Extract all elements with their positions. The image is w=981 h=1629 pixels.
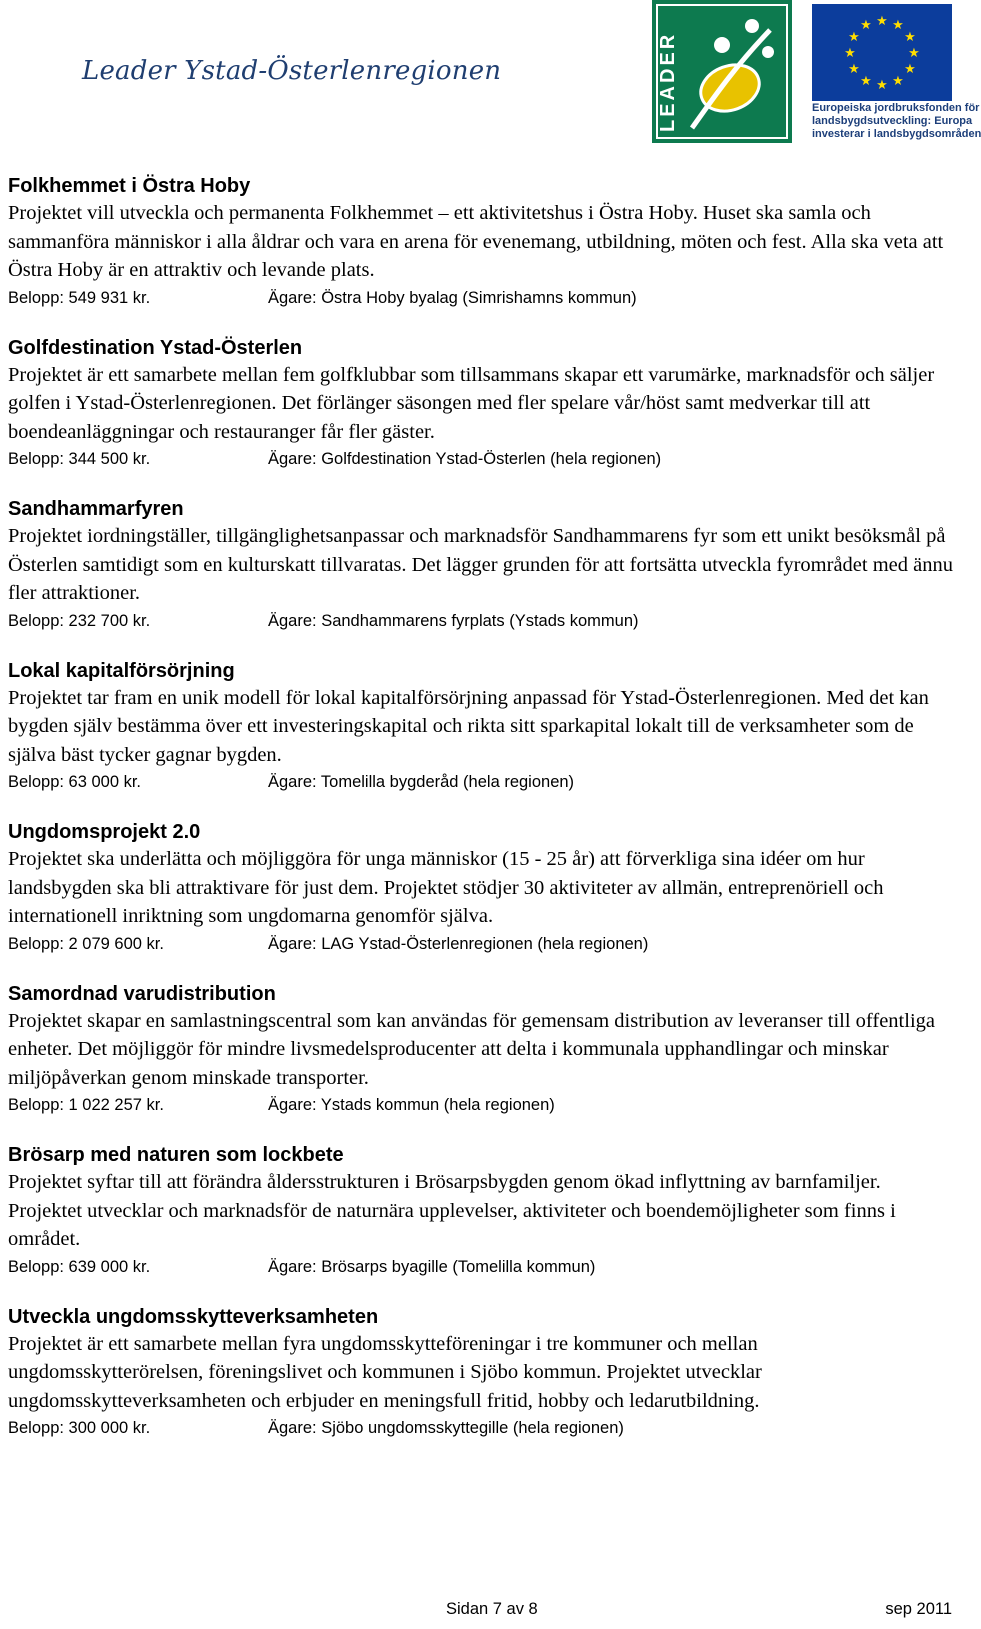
project-meta (8, 285, 954, 311)
project-entry (8, 819, 954, 957)
project-title: Brösarp med naturen som lockbete (8, 1144, 344, 1166)
svg-text:★: ★ (860, 18, 872, 33)
footer-date: sep 2011 (885, 1600, 952, 1618)
eu-caption (812, 102, 981, 141)
svg-text:★: ★ (860, 74, 872, 89)
project-title: Sandhammarfyren (8, 498, 184, 520)
project-meta (8, 1254, 954, 1280)
svg-text:★: ★ (844, 46, 856, 61)
leader-logo-text: LEADER (657, 31, 679, 132)
eu-caption-line: investerar i landsbygdsområden (812, 128, 981, 140)
svg-text:★: ★ (904, 62, 916, 77)
project-entry (8, 1142, 954, 1280)
project-title: Utveckla ungdomsskytteverksamheten (8, 1305, 379, 1328)
project-description: Projektet skapar en samlastningscentral som kan användas för gemensam distribution av leveranser till offentliga enheter. Det möjliggör för mindre livsmedelsproducenter att delta i kommunala upphandlingar och minskar miljöpåverkan genom minskade transporter. (8, 1009, 935, 1089)
svg-text:★: ★ (876, 14, 888, 29)
project-title: Ungdomsprojekt 2.0 (8, 821, 201, 843)
project-amount: Belopp: 549 931 kr. (8, 288, 151, 307)
project-title: Samordnad varudistribution (8, 982, 276, 1005)
project-meta (8, 769, 954, 795)
project-owner: Ägare: Sjöbo ungdomsskyttegille (hela regionen) (268, 1419, 624, 1437)
svg-text:★: ★ (892, 74, 904, 89)
project-amount: Belopp: 300 000 kr. (8, 1419, 151, 1437)
project-description: Projektet syftar till att förändra åldersstrukturen i Brösarpsbygden genom ökad inflyttning av barnfamiljer. Projektet utvecklar och marknadsför de naturnära upplevelser, aktiviteter och boendemöjligheter som finns i området. (8, 1171, 896, 1250)
project-title: Golfdestination Ystad-Österlen (8, 336, 303, 359)
project-description: Projektet iordningställer, tillgänglighetsanpassar och marknadsför Sandhammarens fyr som ett unikt besöksmål på Österlen samtidigt som en kulturskatt tillvaratas. Det lägger grunden för att fortsätta utveckla fyrområdet med ännu fler attraktioner. (8, 525, 953, 604)
project-owner: Ägare: Sandhammarens fyrplats (Ystads kommun) (268, 611, 639, 630)
project-amount: Belopp: 639 000 kr. (8, 1257, 151, 1276)
svg-text:★: ★ (892, 18, 904, 33)
project-entry (8, 496, 954, 634)
svg-text:★: ★ (908, 46, 920, 61)
project-title: Lokal kapitalförsörjning (8, 659, 235, 682)
svg-text:★: ★ (876, 78, 888, 93)
project-entry (8, 173, 954, 311)
project-entry (8, 981, 954, 1119)
project-entry (8, 335, 954, 473)
svg-text:★: ★ (904, 30, 916, 45)
project-owner: Ägare: Tomelilla bygderåd (hela regionen) (268, 773, 575, 791)
project-meta (8, 1415, 954, 1441)
project-description: Projektet ska underlätta och möjliggöra för unga människor (15 - 25 år) att förverkliga sina idéer om hur landsbygden ska bli attraktivare för just dem. Projektet stödjer 30 aktiviteter av allmän, entreprenöriell och internationell inriktning som ungdomarna genomför själva. (8, 848, 884, 927)
header-title: Leader Ystad-Österlenregionen (82, 56, 502, 86)
project-title: Folkhemmet i Östra Hoby (8, 175, 251, 197)
project-description: Projektet är ett samarbete mellan fyra ungdomsskytteföreningar i tre kommuner och mellan ungdomsskytterörelsen, föreningslivet och kommunen i Sjöbo kommun. Projektet utvecklar ungdomsskytteverksamheten och erbjuder en meningsfull fritid, hobby och ledarutbildning. (8, 1332, 762, 1412)
page-number: Sidan 7 av 8 (446, 1600, 538, 1618)
eu-caption-line: Europeiska jordbruksfonden för (812, 102, 980, 114)
svg-text:★: ★ (848, 30, 860, 45)
project-entry (8, 658, 954, 796)
project-amount: Belopp: 232 700 kr. (8, 611, 151, 630)
eu-caption-line: landsbygdsutveckling: Europa (812, 115, 973, 127)
project-amount: Belopp: 63 000 kr. (8, 773, 142, 791)
project-entry (8, 1304, 954, 1442)
leader-logo (652, 0, 792, 143)
project-owner: Ägare: Brösarps byagille (Tomelilla kommun) (268, 1257, 596, 1276)
project-amount: Belopp: 344 500 kr. (8, 450, 151, 468)
project-amount: Belopp: 2 079 600 kr. (8, 934, 164, 953)
project-meta (8, 608, 954, 634)
project-meta (8, 1092, 954, 1118)
project-description: Projektet tar fram en unik modell för lokal kapitalförsörjning anpassad för Ystad-Österlenregionen. Med det kan bygden själv bestämma över ett investeringskapital och rikta sitt sparkapital lokalt till de verksamheter som de själva bäst tycker gagnar bygden. (8, 686, 929, 766)
project-owner: Ägare: Ystads kommun (hela regionen) (268, 1096, 555, 1114)
svg-text:★: ★ (848, 62, 860, 77)
project-amount: Belopp: 1 022 257 kr. (8, 1096, 164, 1114)
project-meta (8, 931, 954, 957)
project-description: Projektet vill utveckla och permanenta Folkhemmet – ett aktivitetshus i Östra Hoby. Huset ska samla och sammanföra människor i alla åldrar och vara en arena för evenemang, utbildning, möten och fest. Alla ska veta att Östra Hoby är en attraktiv och levande plats. (8, 202, 944, 281)
eu-logo (812, 0, 981, 145)
project-owner: Ägare: Östra Hoby byalag (Simrishamns kommun) (268, 288, 637, 307)
project-list (8, 173, 954, 1465)
eu-flag-icon (812, 4, 952, 101)
project-description: Projektet är ett samarbete mellan fem golfklubbar som tillsammans skapar ett varumärke, marknadsför och säljer golfen i Ystad-Österlenregionen. Det förlänger säsongen med fler spelare vår/höst samt medverkar till att boendeanläggningar och restauranger får fler gäster. (8, 363, 935, 443)
project-meta (8, 446, 954, 472)
project-owner: Ägare: Golfdestination Ystad-Österlen (hela regionen) (268, 450, 662, 468)
project-owner: Ägare: LAG Ystad-Österlenregionen (hela regionen) (268, 934, 649, 953)
